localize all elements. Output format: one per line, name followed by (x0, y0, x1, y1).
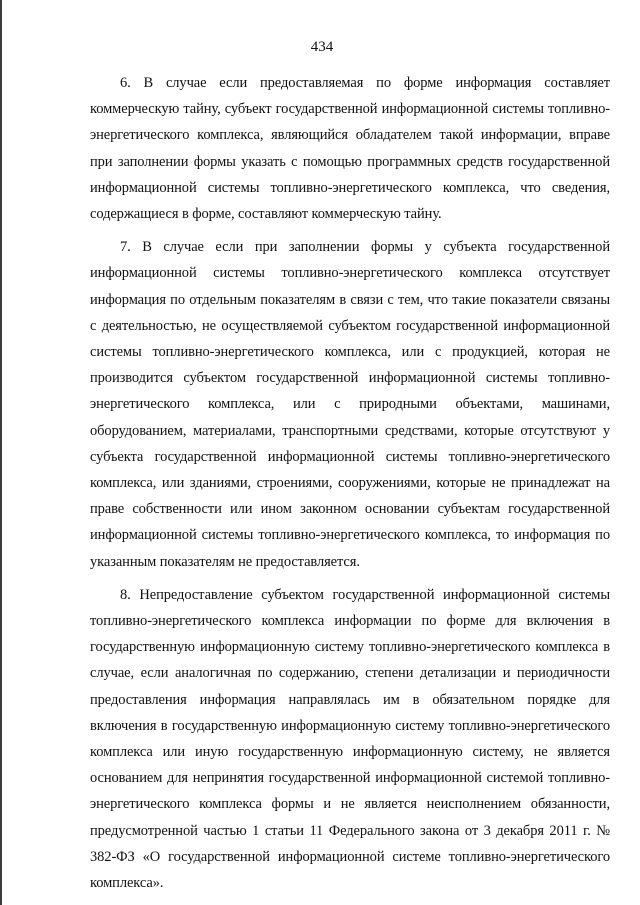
document-body (90, 70, 610, 896)
paragraph-8: 8. Непредоставление субъектом государственной информационной системы топливно-энергетического комплекса информации по форме для включения в государственную информационную систему топливно-энергетического комплекса в случае, если аналогичная по содержанию, степени детализации и периодичности предоставления информация направлялась им в обязательном порядке для включения в государственную информационную систему топливно-энергетического комплекса или иную государственную информационную систему, не является основанием для непринятия государственной информационной системой топливно-энергетического комплекса формы и не является неисполнением обязанности, предусмотренной частью 1 статьи 11 Федерального закона от 3 декабря 2011 г. № 382-ФЗ «О государственной информационной системе топливно-энергетического комплекса». (90, 586, 610, 892)
paragraph-6: 6. В случае если предоставляемая по форме информация составляет коммерческую тайну, субъект государственной информационной системы топливно-энергетического комплекса, являющийся обладателем такой информации, вправе при заполнении формы указать с помощью программных средств государственной информационной системы топливно-энергетического комплекса, что сведения, содержащиеся в форме, составляют коммерческую тайну. (90, 75, 610, 223)
paragraph-7: 7. В случае если при заполнении формы у субъекта государственной информационной системы топливно-энергетического комплекса отсутствует информация по отдельным показателям в связи с тем, что такие показатели связаны с деятельностью, не осуществляемой субъектом государственной информационной системы топливно-энергетического комплекса, или с продукцией, которая не производится субъектом государственной информационной системы топливно-энергетического комплекса, или с природными объектами, машинами, оборудованием, материалами, транспортными средствами, которые отсутствуют у субъекта государственной информационной системы топливно-энергетического комплекса, или зданиями, строениями, сооружениями, которые не принадлежат на праве собственности или ином законном основании субъектам государственной информационной системы топливно-энергетического комплекса, то информация по указанным показателям не предоставляется. (90, 239, 610, 570)
page-number: 434 (310, 39, 334, 55)
